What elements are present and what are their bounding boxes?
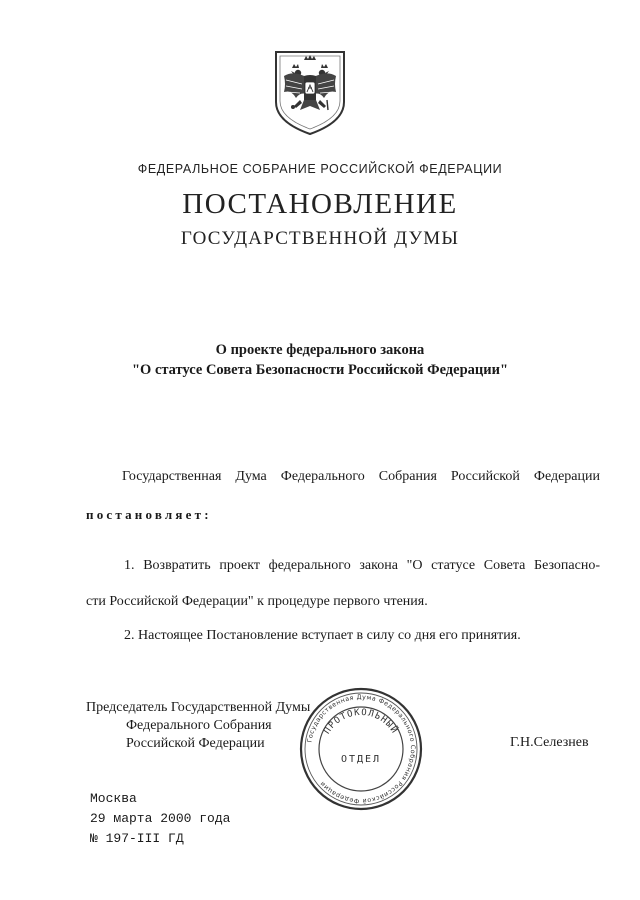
svg-text:ПРОТОКОЛЬНЫЙ xyxy=(322,708,401,736)
organization-heading: ФЕДЕРАЛЬНОЕ СОБРАНИЕ РОССИЙСКОЙ ФЕДЕРАЦИИ xyxy=(137,162,503,176)
point-1-line-2: сти Российской Федерации" к процедуре первого чтения. xyxy=(86,594,428,609)
document-number: № 197-III ГД xyxy=(90,831,184,846)
stamp-center-text: ОТДЕЛ xyxy=(340,754,382,765)
place-of-signing: Москва xyxy=(90,791,137,806)
document-type-title: ПОСТАНОВЛЕНИЕ xyxy=(182,188,458,220)
subject-line-2: "О статусе Совета Безопасности Российской Федерации" xyxy=(131,362,509,378)
document-date: 29 марта 2000 года xyxy=(90,811,231,826)
decree-word: постановляет: xyxy=(86,507,212,522)
preamble-text: Государственная Дума Федерального Собрания Российской Федерации xyxy=(122,469,600,484)
coat-of-arms-emblem xyxy=(272,48,348,136)
official-stamp xyxy=(298,686,424,812)
signatory-title-line-3: Российской Федерации xyxy=(126,736,265,751)
signer-name: Г.Н.Селезнев xyxy=(510,735,589,750)
subject-line-1: О проекте федерального закона xyxy=(215,342,425,358)
document-issuer-subtitle: ГОСУДАРСТВЕННОЙ ДУМЫ xyxy=(180,228,460,249)
point-1-line-1: 1. Возвратить проект федерального закона "О статусе Совета Безопасно- xyxy=(124,558,600,573)
point-2: 2. Настоящее Постановление вступает в силу со дня его принятия. xyxy=(124,628,521,643)
stamp-ring-text: Государственная Дума Федерального Собрания Российской Федерации xyxy=(306,693,417,805)
signatory-title-line-2: Федерального Собрания xyxy=(126,718,272,733)
signatory-title-line-1: Председатель Государственной Думы xyxy=(86,700,311,715)
stamp-inner-text: ПРОТОКОЛЬНЫЙ xyxy=(322,707,400,737)
